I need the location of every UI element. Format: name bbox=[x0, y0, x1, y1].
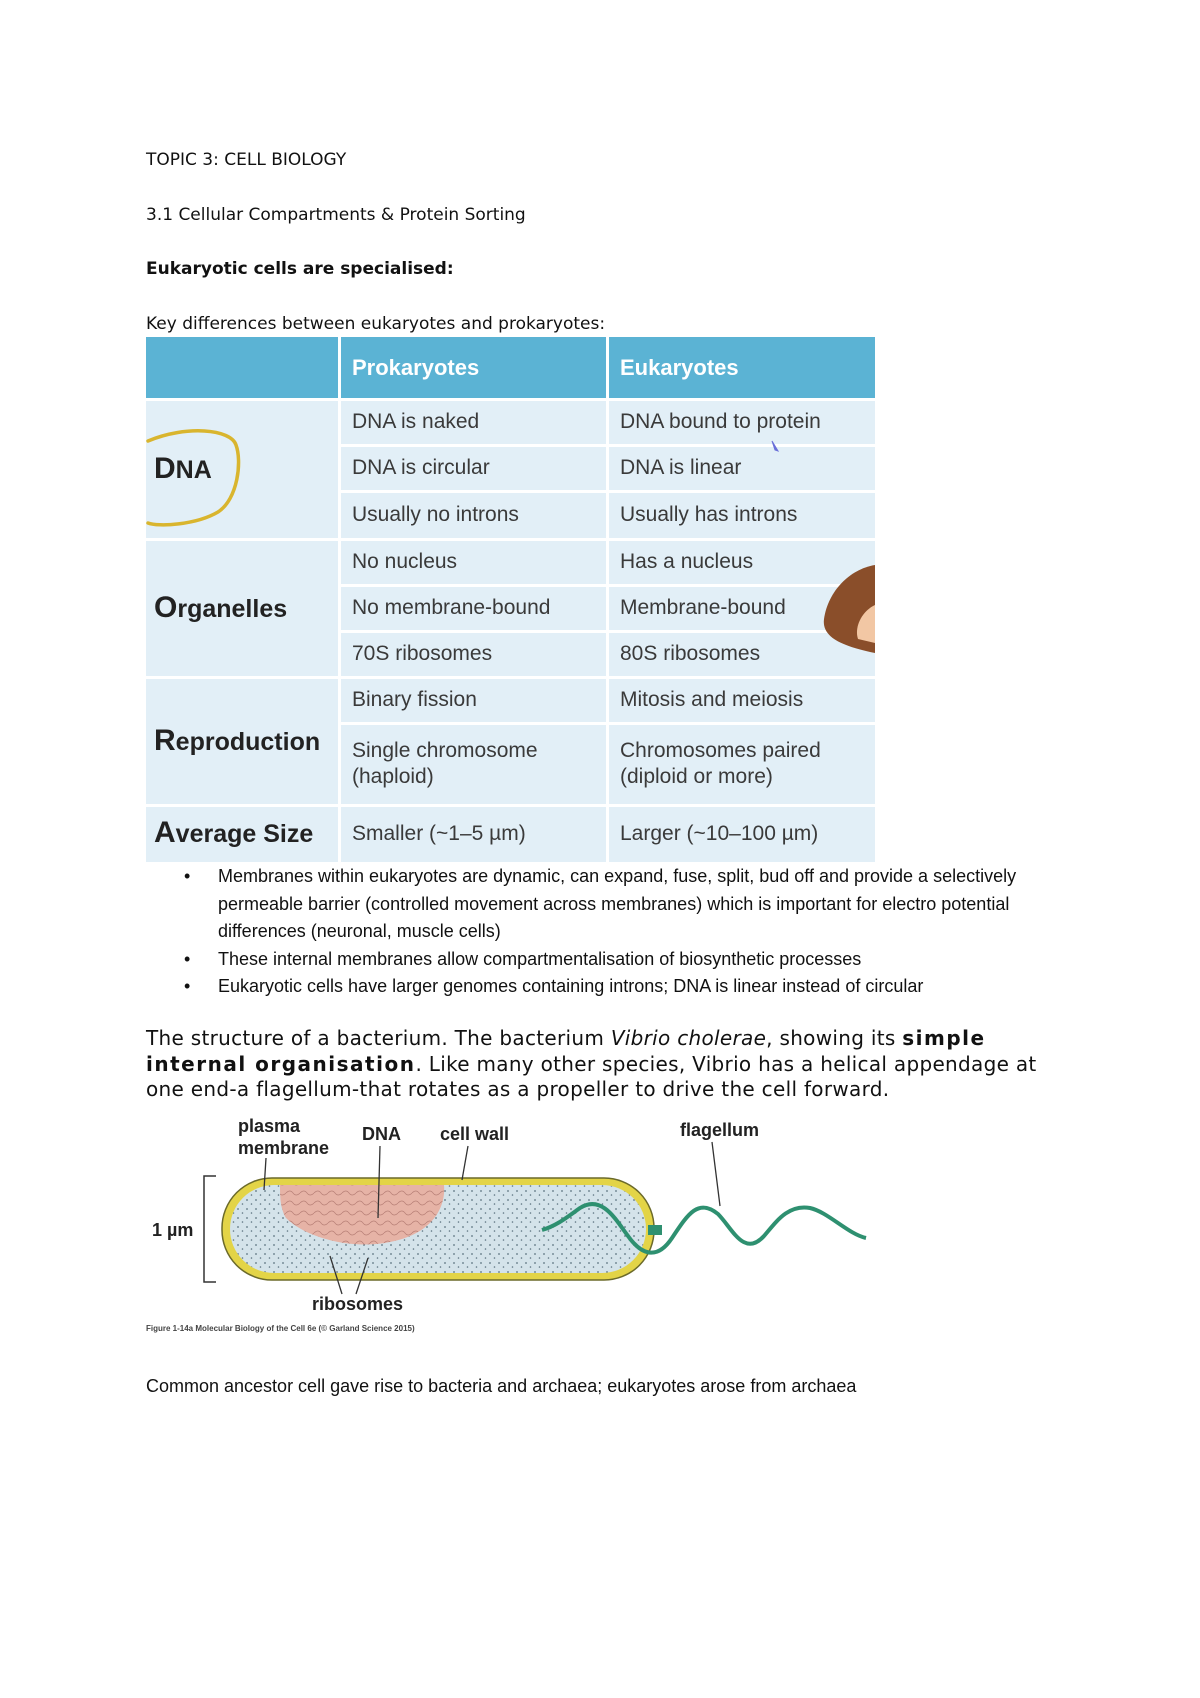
section-title: 3.1 Cellular Compartments & Protein Sorting bbox=[146, 205, 526, 225]
scale-label: 1 µm bbox=[152, 1220, 194, 1240]
hand-drawn-circle-annotation bbox=[148, 431, 239, 525]
leader-line bbox=[712, 1142, 720, 1206]
table-header-prokaryotes: Prokaryotes bbox=[339, 337, 607, 399]
cell-prokaryote: Smaller (~1–5 µm) bbox=[352, 821, 526, 845]
table-annotations bbox=[146, 337, 875, 862]
topic-title: TOPIC 3: CELL BIOLOGY bbox=[146, 150, 347, 170]
flagellum-label: flagellum bbox=[680, 1120, 760, 1140]
cell-prokaryote: Binary fission bbox=[352, 688, 477, 711]
cell-prokaryote: Usually no introns bbox=[352, 503, 519, 526]
cell-eukaryote: DNA is linear bbox=[620, 456, 742, 479]
cell-eukaryote: Mitosis and meiosis bbox=[620, 688, 804, 711]
cell-prokaryote: No membrane-bound bbox=[352, 596, 551, 619]
row-label-reproduction: Reproduction bbox=[154, 723, 321, 757]
cell-eukaryote: DNA bound to protein bbox=[620, 410, 821, 433]
list-item: • Membranes within eukaryotes are dynamic, can expand, fuse, split, bud off and provide a selectively permeable barrier (controlled movement across membranes) which is important for electro potential differences (neuronal, muscle cells) bbox=[184, 866, 1017, 941]
cell-eukaryote: Chromosomes paired (diploid or more) bbox=[620, 739, 821, 788]
cell-eukaryote: 80S ribosomes bbox=[620, 642, 761, 665]
flagellum-hook bbox=[648, 1225, 662, 1235]
cell-eukaryote: Has a nucleus bbox=[620, 550, 754, 573]
bullet-list bbox=[146, 863, 1066, 1001]
cell-eukaryote: Membrane-bound bbox=[620, 596, 786, 619]
row-label-average-size: Average Size bbox=[154, 816, 314, 849]
cell-eukaryote: Usually has introns bbox=[620, 503, 798, 526]
cell-wall-label: cell wall bbox=[440, 1124, 510, 1144]
figure-caption: Figure 1-14a Molecular Biology of the Cell 6e (© Garland Science 2015) bbox=[146, 1324, 415, 1333]
cell-prokaryote: 70S ribosomes bbox=[352, 642, 493, 665]
comparison-table bbox=[146, 337, 875, 862]
table-header-eukaryotes: Eukaryotes bbox=[607, 337, 875, 399]
cell-prokaryote: No nucleus bbox=[352, 550, 458, 573]
table-intro: Key differences between eukaryotes and prokaryotes: bbox=[146, 314, 606, 334]
cell-eukaryote: Larger (~10–100 µm) bbox=[620, 821, 819, 845]
plasma-membrane-label-line2: membrane bbox=[238, 1138, 330, 1158]
list-item: • These internal membranes allow compartmentalisation of biosynthetic processes bbox=[184, 948, 862, 969]
cursor-mark-icon bbox=[772, 441, 778, 451]
row-label-dna: DNA bbox=[154, 451, 212, 485]
ribosomes-label: ribosomes bbox=[312, 1294, 404, 1314]
closing-text: Common ancestor cell gave rise to bacteria and archaea; eukaryotes arose from archaea bbox=[146, 1376, 857, 1396]
cell-prokaryote: DNA is circular bbox=[352, 456, 490, 479]
plasma-membrane-label-line1: plasma bbox=[238, 1116, 301, 1136]
leader-line bbox=[462, 1146, 468, 1180]
cell-prokaryote: DNA is naked bbox=[352, 410, 480, 433]
list-item: • Eukaryotic cells have larger genomes containing introns; DNA is linear instead of circular bbox=[184, 976, 924, 996]
scale-bracket bbox=[204, 1176, 216, 1282]
bacterium-description: The structure of a bacterium. The bacterium Vibrio cholerae, showing its simple internal organisation. Like many other species, Vibrio has a helical appendage at one end-a flagellum-that rotates as a propeller to drive the cell forward. bbox=[146, 1026, 1037, 1101]
dna-label: DNA bbox=[362, 1124, 401, 1144]
bacterium-diagram bbox=[146, 1108, 876, 1338]
row-label-organelles: Organelles bbox=[154, 590, 288, 624]
subheading: Eukaryotic cells are specialised: bbox=[146, 259, 454, 279]
cell-prokaryote: Single chromosome (haploid) bbox=[352, 739, 538, 788]
